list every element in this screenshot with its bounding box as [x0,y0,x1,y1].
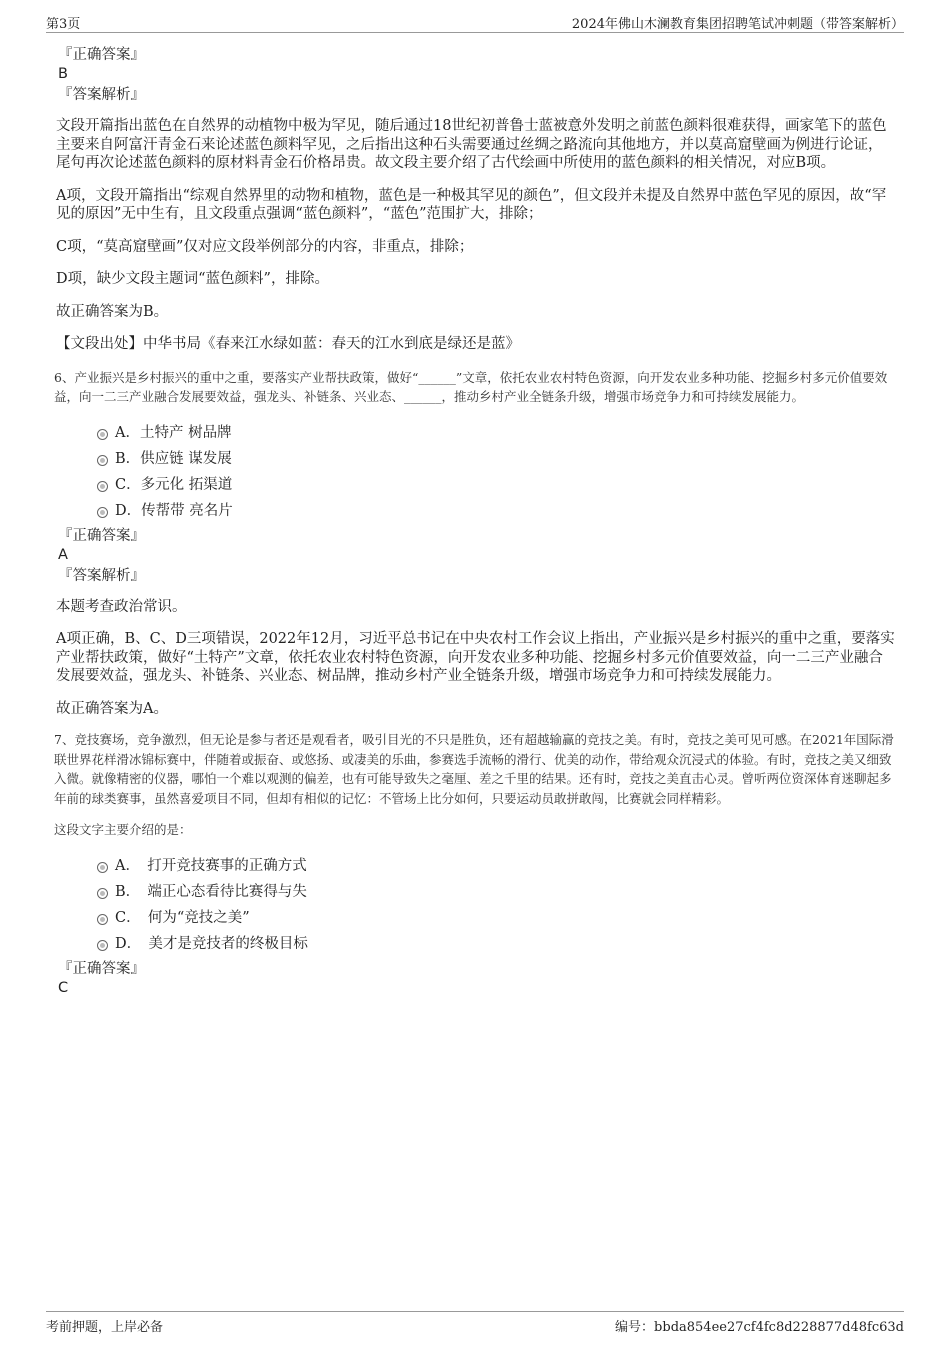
document-body [56,46,896,998]
document-id: 编号：bbda854ee27cf4fc8d228877d48fc63d [615,1320,904,1335]
radio-icon[interactable] [97,888,108,899]
question-6-options [97,423,896,527]
question-7-options [97,856,896,960]
answer-tag: 『正确答案』 [58,960,145,977]
radio-icon[interactable] [97,940,108,951]
option-b[interactable]: B．供应链 谋发展 [97,449,896,475]
option-a[interactable]: A． 打开竞技赛事的正确方式 [97,856,896,882]
analysis-tag: 『答案解析』 [58,87,145,103]
option-a[interactable]: A．土特产 树品牌 [97,423,896,449]
footer-slogan: 考前押题，上岸必备 [46,1320,164,1335]
analysis-paragraph: 文段开篇指出蓝色在自然界的动植物中极为罕见，随后通过18世纪初普鲁士蓝被意外发明之前蓝色颜料很难获得，画家笔下的蓝色主要来自阿富汗青金石来论述蓝色颜料罕见，之后指出这种石头需要通过丝绸之路流向其他地方，并以莫高窟壁画为例进行论证，尾句再次论述蓝色颜料的原材料青金石价格昂贵。故文段主要介绍了古代绘画中所使用的蓝色颜料的相关情况，对应B项。 [56,118,887,171]
answer-value: A [58,546,68,563]
radio-icon[interactable] [97,914,108,925]
page-footer [46,1311,904,1338]
page-header [46,10,904,33]
analysis-paragraph: C项，“莫高窟壁画”仅对应文段举例部分的内容，非重点，排除； [56,238,474,255]
page-number: 第3页 [46,17,81,32]
answer-tag: 『正确答案』 [58,527,145,544]
radio-icon[interactable] [97,429,108,440]
source-note: 【文段出处】中华书局《春来江水绿如蓝：春天的江水到底是绿还是蓝》 [56,336,520,352]
radio-icon[interactable] [97,455,108,466]
analysis-paragraph: D项，缺少文段主题词“蓝色颜料”，排除。 [56,271,329,287]
answer-value: B [58,66,68,82]
option-d[interactable]: D．传帮带 亮名片 [97,501,896,527]
radio-icon[interactable] [97,481,108,492]
option-d[interactable]: D． 美才是竞技者的终极目标 [97,934,896,960]
answer-tag: 『正确答案』 [58,47,145,63]
answer-value: C [58,979,69,996]
option-b[interactable]: B． 端正心态看待比赛得与失 [97,882,896,908]
document-title: 2024年佛山木澜教育集团招聘笔试冲刺题（带答案解析） [571,17,904,32]
option-c[interactable]: C． 何为“竞技之美” [97,908,896,934]
question-7-prompt: 这段文字主要介绍的是： [54,822,192,837]
analysis-paragraph: 故正确答案为A。 [56,700,168,717]
analysis-paragraph: A项，文段开篇指出“综观自然界里的动物和植物，蓝色是一种极其罕见的颜色”，但文段并未提及自然界中蓝色罕见的原因，故“罕见的原因”无中生有，且文段重点强调“蓝色颜料”，“蓝色”范围扩大，排除； [56,187,887,222]
question-7-text: 7、竞技赛场，竞争激烈，但无论是参与者还是观看者，吸引目光的不只是胜负，还有超越输赢的竞技之美。有时，竞技之美可见可感。在2021年国际滑联世界花样滑冰锦标赛中，伴随着或振奋、或悠扬、或凄美的乐曲，参赛选手流畅的滑行、优美的动作，带给观众沉浸式的体验。有时，竞技之美又细致入微。就像精密的仪器，哪怕一个难以观测的偏差，也有可能导致失之毫厘、差之千里的结果。还有时，竞技之美直击心灵。曾听两位资深体育迷聊起多年前的球类赛事，虽然喜爱项目不同，但却有相似的记忆：不管场上比分如何，只要运动员敢拼敢闯，比赛就会同样精彩。 [54,732,894,806]
radio-icon[interactable] [97,862,108,873]
analysis-paragraph: A项正确，B、C、D三项错误，2022年12月，习近平总书记在中央农村工作会议上指出，产业振兴是乡村振兴的重中之重，要落实产业帮扶政策，做好“土特产”文章，依托农业农村特色资源，向开发农业多种功能、挖掘乡村多元价值要效益，向一二三产业融合发展要效益，强龙头、补链条、兴业态、树品牌，推动乡村产业全链条升级，增强市场竞争力和可持续发展能力。 [56,631,895,684]
option-c[interactable]: C．多元化 拓渠道 [97,475,896,501]
radio-icon[interactable] [97,507,108,518]
analysis-paragraph: 本题考查政治常识。 [56,598,187,615]
question-6-text: 6、产业振兴是乡村振兴的重中之重，要落实产业帮扶政策，做好“______”文章，依托农业农村特色资源，向开发农业多种功能、挖掘乡村多元价值要效益，向一二三产业融合发展要效益，强龙头、补链条、兴业态、______，推动乡村产业全链条升级，增强市场竞争力和可持续发展能力。 [54,369,888,404]
analysis-paragraph: 故正确答案为B。 [56,303,169,320]
analysis-tag: 『答案解析』 [58,567,145,584]
